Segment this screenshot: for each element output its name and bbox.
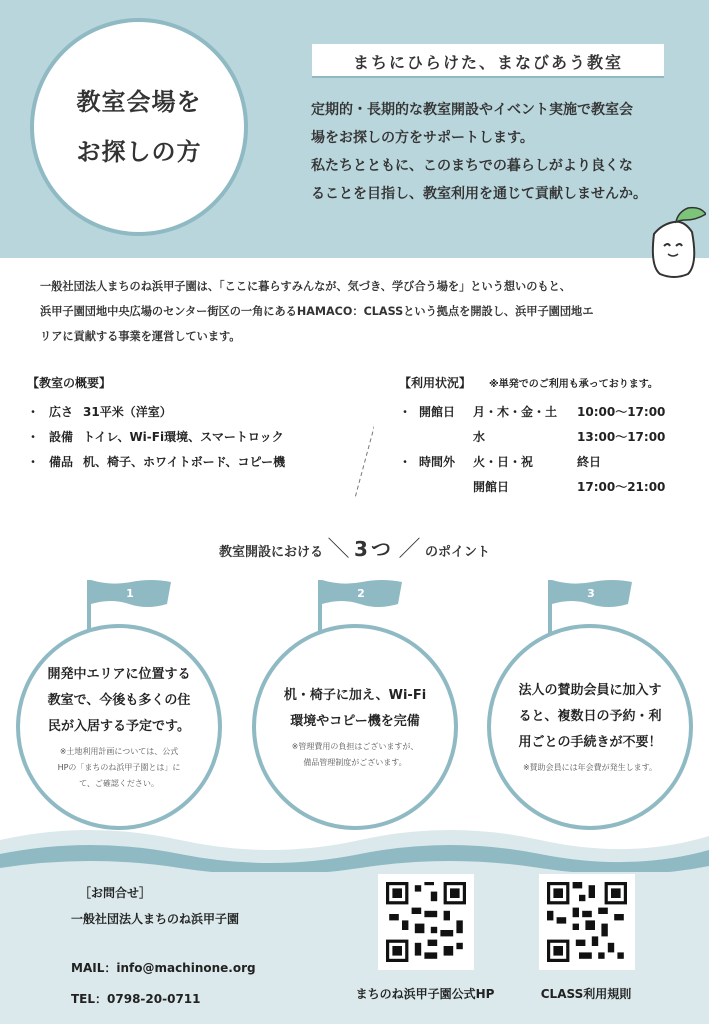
point-main-line: 環境やコピー機を完備 (290, 714, 420, 729)
schedule-days: 水 (473, 430, 486, 444)
overview-list (27, 399, 347, 474)
section-divider (330, 364, 374, 498)
hero-title-circle (30, 18, 248, 236)
point-main-text (500, 678, 679, 756)
point-circle-2 (252, 624, 458, 830)
point-note (493, 760, 687, 776)
schedule-time: 17:00〜21:00 (577, 480, 666, 494)
overview-value: トイレ、Wi-Fi環境、スマートロック (83, 430, 284, 444)
point-note-line: て、ご確認ください。 (79, 779, 159, 788)
point-note (28, 744, 211, 792)
schedule-time: 13:00〜17:00 (577, 430, 666, 444)
intro-line: 定期的・長期的な教室開設やイベント実施で教室会 (311, 102, 633, 118)
point-circle-3 (487, 624, 693, 830)
point-note-line: HPの「まちのね浜甲子園とは」に (57, 763, 181, 772)
hero-title-line1: 教室会場を (76, 88, 202, 116)
org-desc-line: 浜甲子園団地中央広場のセンター街区の一角にあるHAMACO：CLASSという拠点を開設し、浜甲子園団地エ (40, 305, 594, 318)
intro-line: 私たちとともに、このまちでの暮らしがより良くな (311, 158, 633, 174)
organization-description (40, 274, 680, 349)
qr-code-icon (386, 882, 466, 962)
overview-item (27, 399, 347, 424)
point-note (262, 739, 449, 771)
contact-org: 一般社団法人まちのね浜甲子園 (71, 912, 240, 926)
schedule-row (399, 474, 699, 499)
schedule-row (399, 449, 699, 474)
qr-label-official-hp: まちのね浜甲子園公式HP (355, 987, 495, 1001)
bullet: ・ (399, 405, 412, 419)
point-note-line: 備品管理制度がございます。 (303, 758, 407, 767)
intro-line: 場をお探しの方をサポートします。 (311, 130, 534, 146)
points-title-post: のポイント (425, 545, 491, 560)
schedule-time: 終日 (577, 455, 602, 469)
hero-section (0, 0, 709, 258)
point-main-line: ると、複数日の予約・利 (518, 709, 662, 724)
tagline-box (312, 44, 664, 76)
schedule-type: 開館日 (419, 405, 456, 419)
org-desc-line: 一般社団法人まちのね浜甲子園は、「ここに暮らすみんなが、気づき、学び合う場を」という想いのもと、 (40, 280, 571, 293)
bullet: ・ (399, 455, 412, 469)
usage-schedule (399, 399, 699, 499)
point-number: 2 (357, 587, 365, 600)
overview-key: 設備 (49, 430, 74, 444)
schedule-days: 開館日 (473, 480, 510, 494)
overview-key: 備品 (49, 455, 74, 469)
point-note-line: ※管理費用の負担はございますが、 (291, 742, 419, 751)
schedule-time: 10:00〜17:00 (577, 405, 666, 419)
point-main-line: 机・椅子に加え、Wi-Fi (283, 688, 427, 703)
intro-text (311, 96, 681, 208)
points-slash-right: ／ (398, 537, 421, 562)
point-main-line: 法人の賛助会員に加入す (518, 683, 662, 698)
point-main-text (266, 683, 444, 735)
point-number: 3 (587, 587, 595, 600)
usage-title: 【利用状況】 (399, 376, 472, 390)
hero-title-line2: お探しの方 (76, 138, 202, 166)
overview-item (27, 449, 347, 474)
qr-label-class-rules: CLASS利用規則 (540, 987, 632, 1001)
schedule-row (399, 424, 699, 449)
bullet: ・ (27, 430, 40, 444)
point-number: 1 (126, 587, 134, 600)
overview-title: 【教室の概要】 (27, 376, 112, 390)
overview-value: 机、椅子、ホワイトボード、コピー機 (83, 455, 286, 469)
contact-title: ［お問合せ］ (79, 886, 152, 900)
point-note-line: ※賛助会員には年会費が発生します。 (522, 763, 658, 772)
point-main-line: 用ごとの手続きが不要！ (518, 735, 662, 750)
schedule-days: 月・木・金・土 (473, 405, 558, 419)
overview-value: 31平米（洋室） (83, 405, 172, 419)
usage-note: ※単発でのご利用も承っております。 (489, 379, 658, 390)
point-main-text (29, 662, 208, 740)
classroom-overview (27, 374, 347, 474)
intro-line: ることを目指し、教室利用を通じて貢献しませんか。 (311, 186, 647, 202)
usage-header (399, 374, 699, 391)
qr-code-official-hp[interactable] (378, 874, 474, 970)
point-main-line: 民が入居する予定です。 (48, 719, 190, 734)
qr-code-icon (547, 882, 627, 962)
tagline-underline (312, 76, 664, 78)
sprout-mascot-icon (640, 204, 706, 280)
overview-item (27, 424, 347, 449)
contact-email[interactable]: MAIL：info@machinone.org (71, 961, 256, 975)
org-desc-line: リアに貢献する事業を運営しています。 (40, 330, 241, 343)
points-heading (0, 532, 709, 563)
bullet: ・ (27, 455, 40, 469)
contact-phone[interactable]: TEL：0798-20-0711 (71, 992, 201, 1006)
points-title-pre: 教室開設における (218, 545, 323, 560)
point-main-line: 開発中エリアに位置する (47, 667, 191, 682)
usage-status (399, 374, 699, 499)
point-main-line: 教室で、今後も多くの住 (47, 693, 191, 708)
contact-info (71, 884, 331, 1007)
points-title-number: 3つ (354, 537, 394, 561)
qr-code-class-rules[interactable] (539, 874, 635, 970)
schedule-row (399, 399, 699, 424)
points-slash-left: ＼ (327, 537, 350, 562)
schedule-days: 火・日・祝 (473, 455, 534, 469)
overview-key: 広さ (49, 405, 74, 419)
schedule-type: 時間外 (419, 455, 456, 469)
point-note-line: ※土地利用計画については、公式 (59, 747, 179, 756)
tagline: まちにひらけた、まなびあう教室 (352, 53, 623, 72)
bullet: ・ (27, 405, 40, 419)
point-circle-1 (16, 624, 222, 830)
